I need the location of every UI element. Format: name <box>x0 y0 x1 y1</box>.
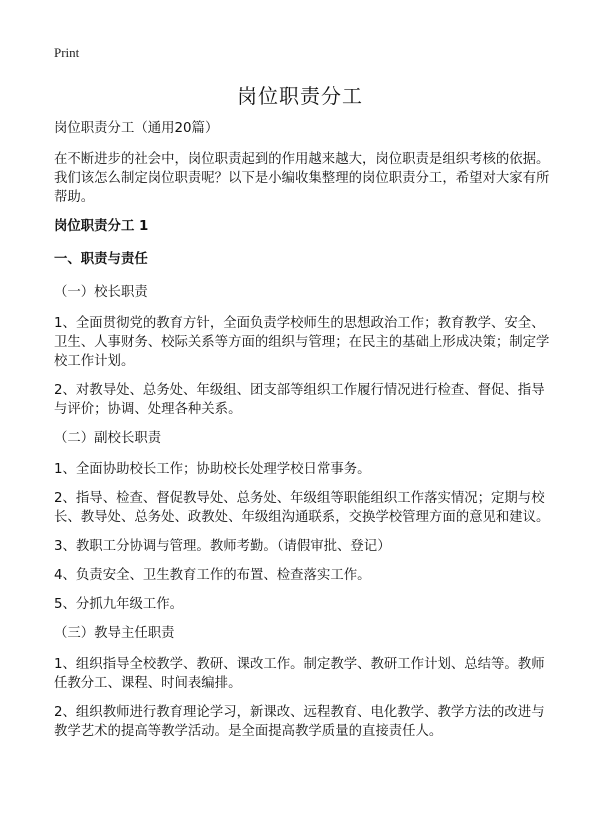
dean-heading: （三）教导主任职责 <box>54 626 175 641</box>
document-body <box>54 119 554 751</box>
page-title: 岗位职责分工 <box>237 84 363 108</box>
vice-principal-heading: （二）副校长职责 <box>54 431 162 446</box>
dean-item: 1、组织指导全校教学、教研、课改工作。制定教学、教研工作计划、总结等。教师任教分工、课程、时间表编排。 <box>54 657 545 691</box>
vice-principal-item: 2、指导、检查、督促教导处、总务处、年级组等职能组织工作落实情况；定期与校长、教导处、总务处、政教处、年级组沟通联系，交换学校管理方面的意见和建议。 <box>54 491 550 525</box>
sub-heading: 一、职责与责任 <box>54 252 148 267</box>
document-subtitle: 岗位职责分工（通用20篇） <box>54 121 219 136</box>
principal-item: 1、全面贯彻党的教育方针，全面负责学校师生的思想政治工作；教育教学、安全、卫生、人事财务、校际关系等方面的组织与管理；在民主的基础上形成决策；制定学校工作计划。 <box>54 316 550 369</box>
vice-principal-item: 3、教职工分协调与管理。教师考勤。（请假审批、登记） <box>54 539 391 554</box>
dean-item: 2、组织教师进行教育理论学习，新课改、远程教育、电化教学、教学方法的改进与教学艺术的提高等教学活动。是全面提高教学质量的直接责任人。 <box>54 705 545 739</box>
principal-heading: （一）校长职责 <box>54 285 148 300</box>
vice-principal-item: 4、负责安全、卫生教育工作的布置、检查落实工作。 <box>54 568 371 583</box>
vice-principal-item: 5、分抓九年级工作。 <box>54 597 184 612</box>
vice-principal-item: 1、全面协助校长工作；协助校长处理学校日常事务。 <box>54 462 371 477</box>
print-link[interactable]: Print <box>54 45 80 60</box>
intro-paragraph: 在不断进步的社会中，岗位职责起到的作用越来越大，岗位职责是组织考核的依据。我们该怎么制定岗位职责呢？以下是小编收集整理的岗位职责分工，希望对大家有所帮助。 <box>54 152 550 205</box>
section-heading: 岗位职责分工 1 <box>54 219 149 234</box>
principal-item: 2、对教导处、总务处、年级组、团支部等组织工作履行情况进行检查、督促、指导与评价；协调、处理各种关系。 <box>54 383 545 417</box>
